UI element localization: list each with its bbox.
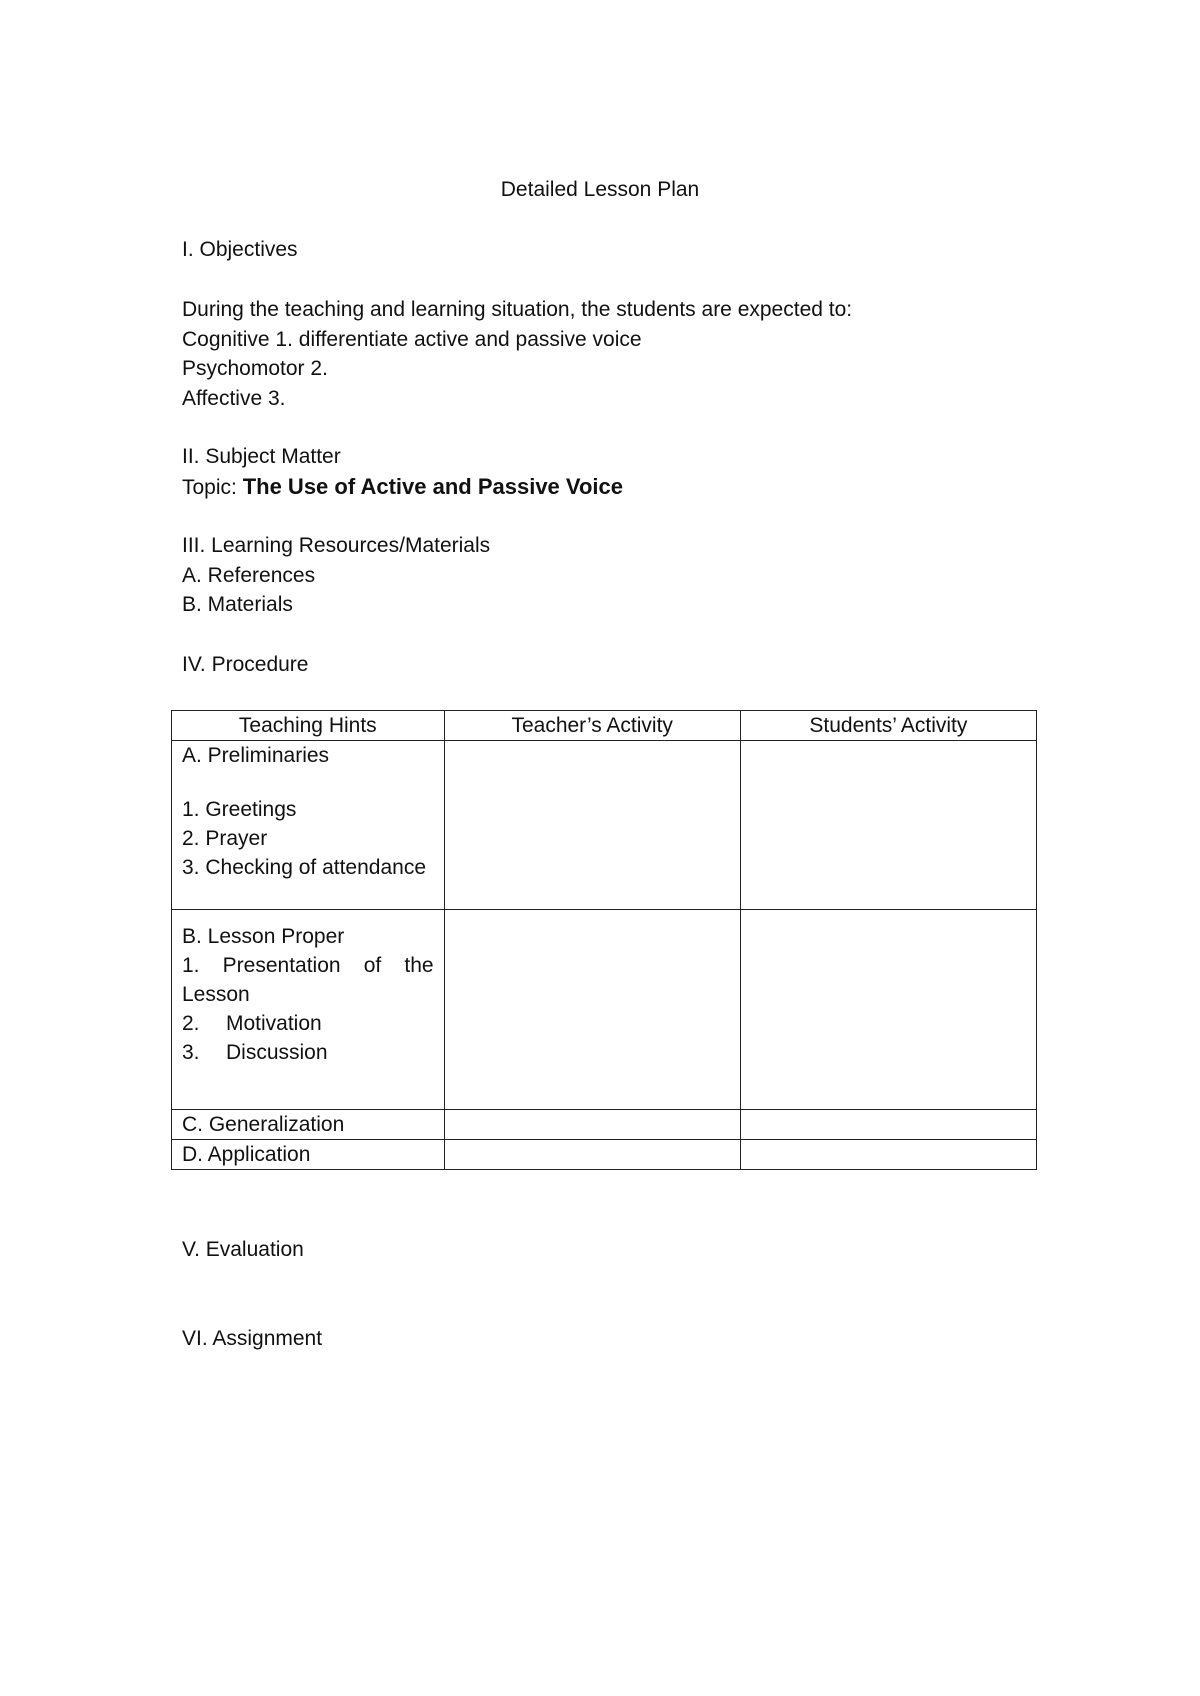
table-header-row — [172, 711, 1037, 741]
lesson-proper-label: B. Lesson Proper — [182, 925, 345, 948]
list-item: 1. Presentation of the — [182, 954, 434, 977]
list-item: 3. Checking of attendance — [182, 856, 427, 879]
evaluation-heading: V. Evaluation — [182, 1238, 304, 1261]
column-header-students-activity: Students’ Activity — [740, 711, 1036, 741]
students-activity-cell — [740, 741, 1036, 910]
table-row-preliminaries — [172, 741, 1037, 910]
objective-psychomotor — [182, 355, 328, 383]
lesson-proper-cell — [172, 910, 445, 1110]
table-row-lesson-proper — [172, 910, 1037, 1110]
students-activity-cell — [740, 1110, 1036, 1140]
list-item: 2. Prayer — [182, 827, 268, 850]
topic-value: The Use of Active and Passive Voice — [242, 474, 623, 499]
objective-affective — [182, 385, 286, 413]
objectives-intro: During the teaching and learning situation, the students are expected to: — [182, 298, 853, 321]
teacher-activity-cell — [444, 741, 740, 910]
preliminaries-label: A. Preliminaries — [182, 744, 330, 767]
students-activity-cell — [740, 1140, 1036, 1170]
teacher-activity-cell — [444, 1110, 740, 1140]
objective-number: 2. — [310, 357, 328, 380]
objective-number: 1. — [275, 328, 293, 351]
materials-label: B. Materials — [182, 593, 293, 616]
subject-matter-heading: II. Subject Matter — [182, 445, 341, 468]
table-row-generalization — [172, 1110, 1037, 1140]
objective-cognitive — [182, 326, 642, 354]
list-item: 3. Discussion — [182, 1041, 328, 1064]
procedure-table — [171, 710, 1037, 1170]
objective-domain: Cognitive — [182, 328, 270, 351]
objective-text: differentiate active and passive voice — [298, 328, 642, 351]
list-item-continuation: Lesson — [182, 983, 250, 1006]
column-header-teaching-hints: Teaching Hints — [172, 711, 445, 741]
resources-heading: III. Learning Resources/Materials — [182, 534, 491, 557]
objective-domain: Psychomotor — [182, 357, 305, 380]
list-item: 1. Greetings — [182, 798, 297, 821]
topic-label: Topic: — [182, 476, 237, 499]
objective-number: 3. — [268, 387, 286, 410]
document-title: Detailed Lesson Plan — [500, 178, 700, 201]
topic-line — [182, 473, 623, 502]
objectives-heading: I. Objectives — [182, 238, 298, 261]
references-label: A. References — [182, 564, 316, 587]
students-activity-cell — [740, 910, 1036, 1110]
column-header-teacher-activity: Teacher’s Activity — [444, 711, 740, 741]
generalization-cell: C. Generalization — [172, 1110, 445, 1140]
assignment-heading: VI. Assignment — [182, 1327, 323, 1350]
preliminaries-cell — [172, 741, 445, 910]
procedure-heading: IV. Procedure — [182, 653, 309, 676]
list-item: 2. Motivation — [182, 1012, 322, 1035]
application-cell: D. Application — [172, 1140, 445, 1170]
table-row-application — [172, 1140, 1037, 1170]
teacher-activity-cell — [444, 1140, 740, 1170]
teacher-activity-cell — [444, 910, 740, 1110]
objective-domain: Affective — [182, 387, 263, 410]
